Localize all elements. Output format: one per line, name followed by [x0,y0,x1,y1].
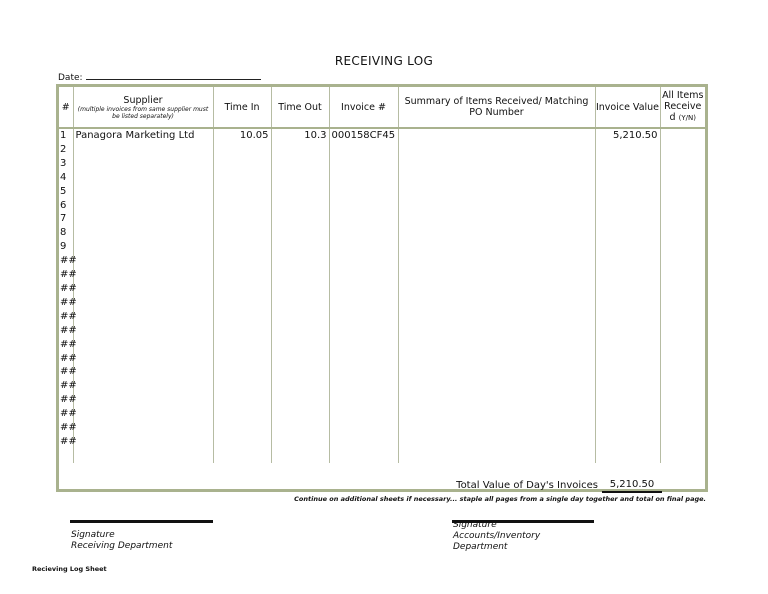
cell-invoice[interactable] [329,282,398,296]
receiving-log-table [59,87,705,463]
cell-summary[interactable] [398,282,595,296]
cell-time-out[interactable] [271,240,329,254]
cell-invoice[interactable] [329,199,398,213]
cell-time-in[interactable] [213,338,271,352]
cell-summary[interactable] [398,338,595,352]
cell-num[interactable]: 9 [60,241,67,253]
cell-supplier[interactable] [73,199,213,213]
cell-time-in[interactable] [213,365,271,379]
table-row [59,379,705,393]
cell-num[interactable]: 8 [60,227,67,239]
cell-invoice[interactable] [329,143,398,157]
cell-num[interactable]: ## [60,422,77,434]
cell-time-in[interactable] [213,212,271,226]
cell-value[interactable] [595,240,660,254]
cell-value[interactable] [595,393,660,407]
cell-invoice[interactable] [329,435,398,449]
department-label: Receiving Department [71,541,173,551]
cell-value[interactable] [595,212,660,226]
cell-time-out[interactable] [271,310,329,324]
cell-time-in[interactable] [213,157,271,171]
table-row [59,240,705,254]
cell-time-out[interactable] [271,407,329,421]
cell-supplier[interactable] [73,379,213,393]
table-row [59,157,705,171]
department-label-cont: Department [453,542,508,552]
cell-summary[interactable] [398,324,595,338]
cell-invoice[interactable] [329,407,398,421]
cell-received[interactable] [660,268,705,282]
supplier-header-label: Supplier [123,94,163,106]
cell-supplier[interactable] [73,338,213,352]
cell-num[interactable]: ## [60,380,77,392]
cell-supplier[interactable] [73,240,213,254]
cell-time-in[interactable] [213,240,271,254]
cell-summary[interactable] [398,407,595,421]
cell-received[interactable] [660,128,705,143]
cell-summary[interactable] [398,365,595,379]
cell-time-out[interactable] [271,143,329,157]
all-items-yn-label: (Y/N) [678,114,696,122]
cell-received[interactable] [660,352,705,366]
cell-num[interactable]: ## [60,296,77,308]
table-row [59,143,705,157]
cell-time-out[interactable] [271,393,329,407]
cell-time-out[interactable] [271,324,329,338]
cell-value[interactable] [595,435,660,449]
cell-num[interactable]: ## [60,435,77,447]
cell-value[interactable] [595,143,660,157]
cell-summary[interactable] [398,128,595,143]
cell-value[interactable] [595,254,660,268]
cell-time-in[interactable] [213,282,271,296]
cell-value[interactable] [595,421,660,435]
cell-received[interactable] [660,449,705,463]
date-line [86,71,261,80]
table-row [59,212,705,226]
cell-num[interactable]: ## [60,269,77,281]
cell-supplier[interactable] [73,254,213,268]
cell-time-in[interactable] [213,435,271,449]
cell-num[interactable]: 4 [60,171,67,183]
table-row [59,338,705,352]
cell-invoice[interactable] [329,352,398,366]
cell-value[interactable] [595,199,660,213]
table-row [59,352,705,366]
table-row [59,171,705,185]
cell-supplier[interactable] [73,185,213,199]
total-label: Total Value of Day's Invoices [456,480,598,491]
cell-num[interactable]: ## [60,352,77,364]
cell-invoice[interactable] [329,254,398,268]
cell-time-out[interactable] [271,268,329,282]
cell-invoice[interactable] [329,379,398,393]
cell-invoice[interactable] [329,449,398,463]
table-row [59,226,705,240]
cell-invoice[interactable] [329,310,398,324]
col-header-value: Invoice Value [595,87,660,128]
cell-num[interactable]: 3 [60,157,67,169]
cell-received[interactable] [660,157,705,171]
table-row [59,324,705,338]
cell-summary[interactable] [398,449,595,463]
table-row [59,185,705,199]
cell-summary[interactable] [398,185,595,199]
cell-num[interactable]: 1 [60,130,67,141]
cell-received[interactable] [660,296,705,310]
cell-num[interactable]: ## [60,366,77,378]
cell-num[interactable]: 6 [60,199,67,211]
cell-time-in[interactable] [213,310,271,324]
cell-num[interactable]: ## [60,324,77,336]
cell-summary[interactable] [398,199,595,213]
cell-invoice[interactable] [329,171,398,185]
cell-received[interactable] [660,435,705,449]
cell-time-in[interactable]: 10.05 [213,128,271,143]
cell-supplier[interactable] [73,407,213,421]
table-header-row [59,87,705,128]
cell-num[interactable]: ## [60,408,77,420]
cell-supplier[interactable] [73,365,213,379]
cell-invoice[interactable] [329,421,398,435]
table-row [59,254,705,268]
cell-supplier[interactable] [73,449,213,463]
cell-received[interactable] [660,310,705,324]
cell-summary[interactable] [398,254,595,268]
cell-supplier[interactable] [73,421,213,435]
cell-received[interactable] [660,324,705,338]
cell-supplier[interactable]: Panagora Marketing Ltd [73,128,213,143]
table-row [59,199,705,213]
cell-received[interactable] [660,185,705,199]
date-field [58,71,261,83]
cell-received[interactable] [660,240,705,254]
table-row [59,365,705,379]
cell-supplier[interactable] [73,171,213,185]
total-value: 5,210.50 [602,479,662,493]
table-row [59,128,705,143]
cell-supplier[interactable] [73,282,213,296]
cell-received[interactable] [660,226,705,240]
cell-time-out[interactable] [271,449,329,463]
cell-invoice[interactable] [329,226,398,240]
cell-time-out[interactable] [271,421,329,435]
cell-time-in[interactable] [213,199,271,213]
cell-value[interactable] [595,365,660,379]
cell-time-out[interactable] [271,338,329,352]
cell-time-out[interactable]: 10.3 [271,128,329,143]
col-header-invoice: Invoice # [329,87,398,128]
continuation-note: Continue on additional sheets if necessary... staple all pages from a single day together and total on final page. [294,495,706,503]
cell-received[interactable] [660,379,705,393]
table-row [59,282,705,296]
cell-time-in[interactable] [213,449,271,463]
cell-num[interactable]: ## [60,282,77,294]
table-row [59,421,705,435]
cell-received[interactable] [660,393,705,407]
cell-summary[interactable] [398,171,595,185]
cell-value[interactable] [595,310,660,324]
cell-num[interactable]: ## [60,310,77,322]
cell-value[interactable] [595,449,660,463]
cell-time-out[interactable] [271,185,329,199]
cell-invoice[interactable] [329,296,398,310]
cell-time-out[interactable] [271,282,329,296]
table-row [59,393,705,407]
cell-summary[interactable] [398,240,595,254]
cell-invoice[interactable] [329,268,398,282]
cell-received[interactable] [660,143,705,157]
cell-invoice[interactable] [329,324,398,338]
cell-supplier[interactable] [73,143,213,157]
cell-received[interactable] [660,254,705,268]
cell-num[interactable]: 2 [60,143,67,155]
cell-time-in[interactable] [213,185,271,199]
cell-value[interactable] [595,226,660,240]
cell-invoice[interactable] [329,240,398,254]
signature-label: Signature [71,530,115,540]
cell-value[interactable] [595,407,660,421]
cell-num[interactable]: 5 [60,185,67,197]
cell-received[interactable] [660,171,705,185]
table-body [59,128,705,463]
signature-label: Signature [453,520,497,530]
cell-num[interactable]: 7 [60,213,67,225]
cell-value[interactable] [595,185,660,199]
cell-summary[interactable] [398,435,595,449]
cell-supplier[interactable] [73,157,213,171]
cell-summary[interactable] [398,143,595,157]
cell-time-out[interactable] [271,171,329,185]
cell-value[interactable] [595,282,660,296]
cell-supplier[interactable] [73,268,213,282]
col-header-summary: Summary of Items Received/ Matching PO Number [398,87,595,128]
table-row [59,310,705,324]
cell-time-out[interactable] [271,212,329,226]
table-row [59,449,705,463]
signature-line-receiving [70,520,213,523]
cell-time-in[interactable] [213,171,271,185]
cell-num[interactable]: ## [60,394,77,406]
cell-time-out[interactable] [271,254,329,268]
cell-value[interactable] [595,157,660,171]
cell-time-out[interactable] [271,379,329,393]
cell-supplier[interactable] [73,310,213,324]
cell-time-out[interactable] [271,352,329,366]
cell-time-in[interactable] [213,226,271,240]
col-header-time-in: Time In [213,87,271,128]
cell-invoice[interactable] [329,338,398,352]
cell-num[interactable]: ## [60,338,77,350]
cell-received[interactable] [660,338,705,352]
signature-block-accounts [453,520,540,553]
cell-time-in[interactable] [213,296,271,310]
cell-time-out[interactable] [271,365,329,379]
cell-received[interactable] [660,365,705,379]
col-header-all-items [660,87,705,128]
cell-summary[interactable] [398,296,595,310]
table-row [59,407,705,421]
cell-supplier[interactable] [73,296,213,310]
cell-invoice[interactable]: 000158CF45 [329,128,398,143]
table-row [59,435,705,449]
cell-time-in[interactable] [213,268,271,282]
department-label: Accounts/Inventory [453,531,541,541]
cell-summary[interactable] [398,393,595,407]
footer-label: Recieving Log Sheet [32,565,107,573]
col-header-time-out: Time Out [271,87,329,128]
cell-time-out[interactable] [271,435,329,449]
cell-value[interactable] [595,324,660,338]
cell-invoice[interactable] [329,185,398,199]
cell-value[interactable] [595,296,660,310]
cell-received[interactable] [660,407,705,421]
cell-value[interactable] [595,379,660,393]
col-header-supplier [73,87,213,128]
cell-supplier[interactable] [73,393,213,407]
table-row [59,296,705,310]
cell-received[interactable] [660,212,705,226]
supplier-header-note: (multiple invoices from same supplier must be listed separately) [77,105,209,120]
cell-invoice[interactable] [329,365,398,379]
cell-supplier[interactable] [73,352,213,366]
cell-received[interactable] [660,199,705,213]
cell-summary[interactable] [398,310,595,324]
date-label: Date: [58,73,83,83]
cell-received[interactable] [660,282,705,296]
cell-summary[interactable] [398,268,595,282]
cell-time-out[interactable] [271,226,329,240]
cell-num[interactable] [59,449,73,463]
cell-received[interactable] [660,421,705,435]
col-header-num: # [59,87,73,128]
all-items-header-label: All Items Receive d [662,90,704,123]
cell-value[interactable] [595,171,660,185]
cell-summary[interactable] [398,352,595,366]
cell-supplier[interactable] [73,435,213,449]
cell-summary[interactable] [398,379,595,393]
cell-summary[interactable] [398,212,595,226]
signature-block-receiving [71,530,172,552]
cell-time-in[interactable] [213,407,271,421]
cell-time-out[interactable] [271,199,329,213]
cell-time-in[interactable] [213,352,271,366]
cell-value[interactable] [595,352,660,366]
table-row [59,268,705,282]
cell-invoice[interactable] [329,393,398,407]
cell-summary[interactable] [398,421,595,435]
cell-time-out[interactable] [271,296,329,310]
cell-time-out[interactable] [271,157,329,171]
cell-time-in[interactable] [213,143,271,157]
cell-summary[interactable] [398,226,595,240]
cell-supplier[interactable] [73,324,213,338]
cell-time-in[interactable] [213,254,271,268]
cell-invoice[interactable] [329,157,398,171]
cell-value[interactable] [595,268,660,282]
cell-value[interactable]: 5,210.50 [595,128,660,143]
cell-supplier[interactable] [73,226,213,240]
cell-time-in[interactable] [213,421,271,435]
cell-value[interactable] [595,338,660,352]
cell-time-in[interactable] [213,324,271,338]
cell-invoice[interactable] [329,212,398,226]
cell-num[interactable]: ## [60,255,77,267]
page-title: RECEIVING LOG [334,54,434,68]
cell-time-in[interactable] [213,393,271,407]
cell-summary[interactable] [398,157,595,171]
cell-time-in[interactable] [213,379,271,393]
receiving-log-table-frame [56,84,708,492]
cell-supplier[interactable] [73,212,213,226]
